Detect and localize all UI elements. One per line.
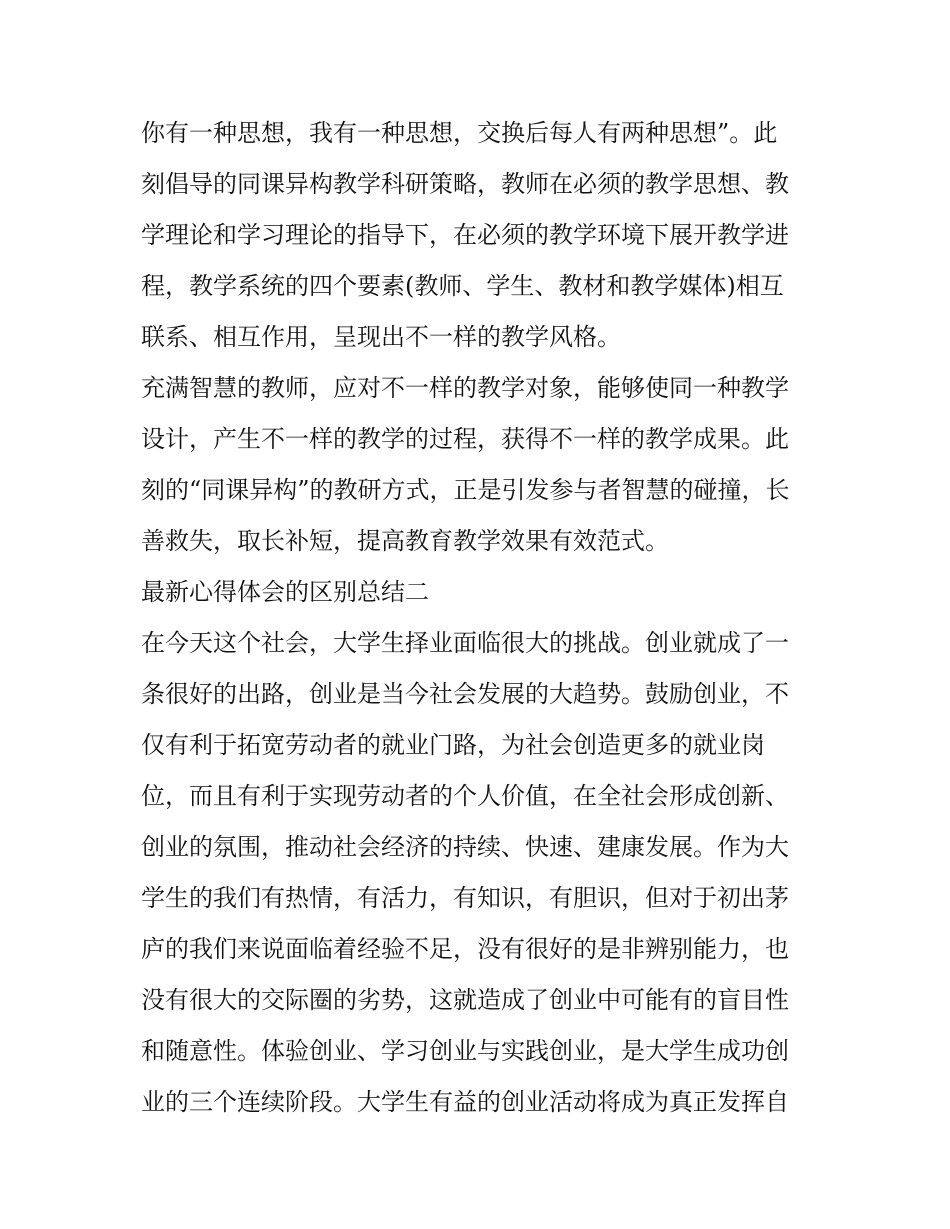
text-line: 没有很大的交际圈的劣势，这就造成了创业中可能有的盲目性 (141, 986, 789, 1014)
section-heading: 最新心得体会的区别总结二 (141, 578, 429, 606)
text-line: 刻的“同课异构”的教研方式，正是引发参与者智慧的碰撞，长 (141, 476, 790, 504)
text-line: 在今天这个社会，大学生择业面临很大的挑战。创业就成了一 (141, 629, 789, 657)
text-line: 程，教学系统的四个要素(教师、学生、教材和教学媒体)相互 (141, 272, 784, 300)
text-line: 学理论和学习理论的指导下，在必须的教学环境下展开教学进 (141, 221, 789, 249)
text-line: 充满智慧的教师，应对不一样的教学对象，能够使同一种教学 (141, 374, 789, 402)
document-body (141, 108, 813, 1128)
text-line: 刻倡导的同课异构教学科研策略，教师在必须的教学思想、教 (141, 170, 789, 198)
text-line: 善救失，取长补短，提高教育教学效果有效范式。 (141, 527, 669, 555)
text-line: 你有一种思想，我有一种思想，交换后每人有两种思想”。此 (141, 119, 778, 147)
text-line: 业的三个连续阶段。大学生有益的创业活动将成为真正发挥自 (141, 1088, 789, 1116)
text-line: 设计，产生不一样的教学的过程，获得不一样的教学成果。此 (141, 425, 789, 453)
text-line: 庐的我们来说面临着经验不足，没有很好的是非辨别能力，也 (141, 935, 789, 963)
text-line: 学生的我们有热情，有活力，有知识，有胆识，但对于初出茅 (141, 884, 789, 912)
text-line: 条很好的出路，创业是当今社会发展的大趋势。鼓励创业，不 (141, 680, 789, 708)
text-line: 创业的氛围，推动社会经济的持续、快速、建康发展。作为大 (141, 833, 789, 861)
text-line: 和随意性。体验创业、学习创业与实践创业，是大学生成功创 (141, 1037, 789, 1065)
text-line: 联系、相互作用，呈现出不一样的教学风格。 (141, 323, 621, 351)
text-line: 仅有利于拓宽劳动者的就业门路，为社会创造更多的就业岗 (141, 731, 765, 759)
text-line: 位，而且有利于实现劳动者的个人价值，在全社会形成创新、 (141, 782, 789, 810)
